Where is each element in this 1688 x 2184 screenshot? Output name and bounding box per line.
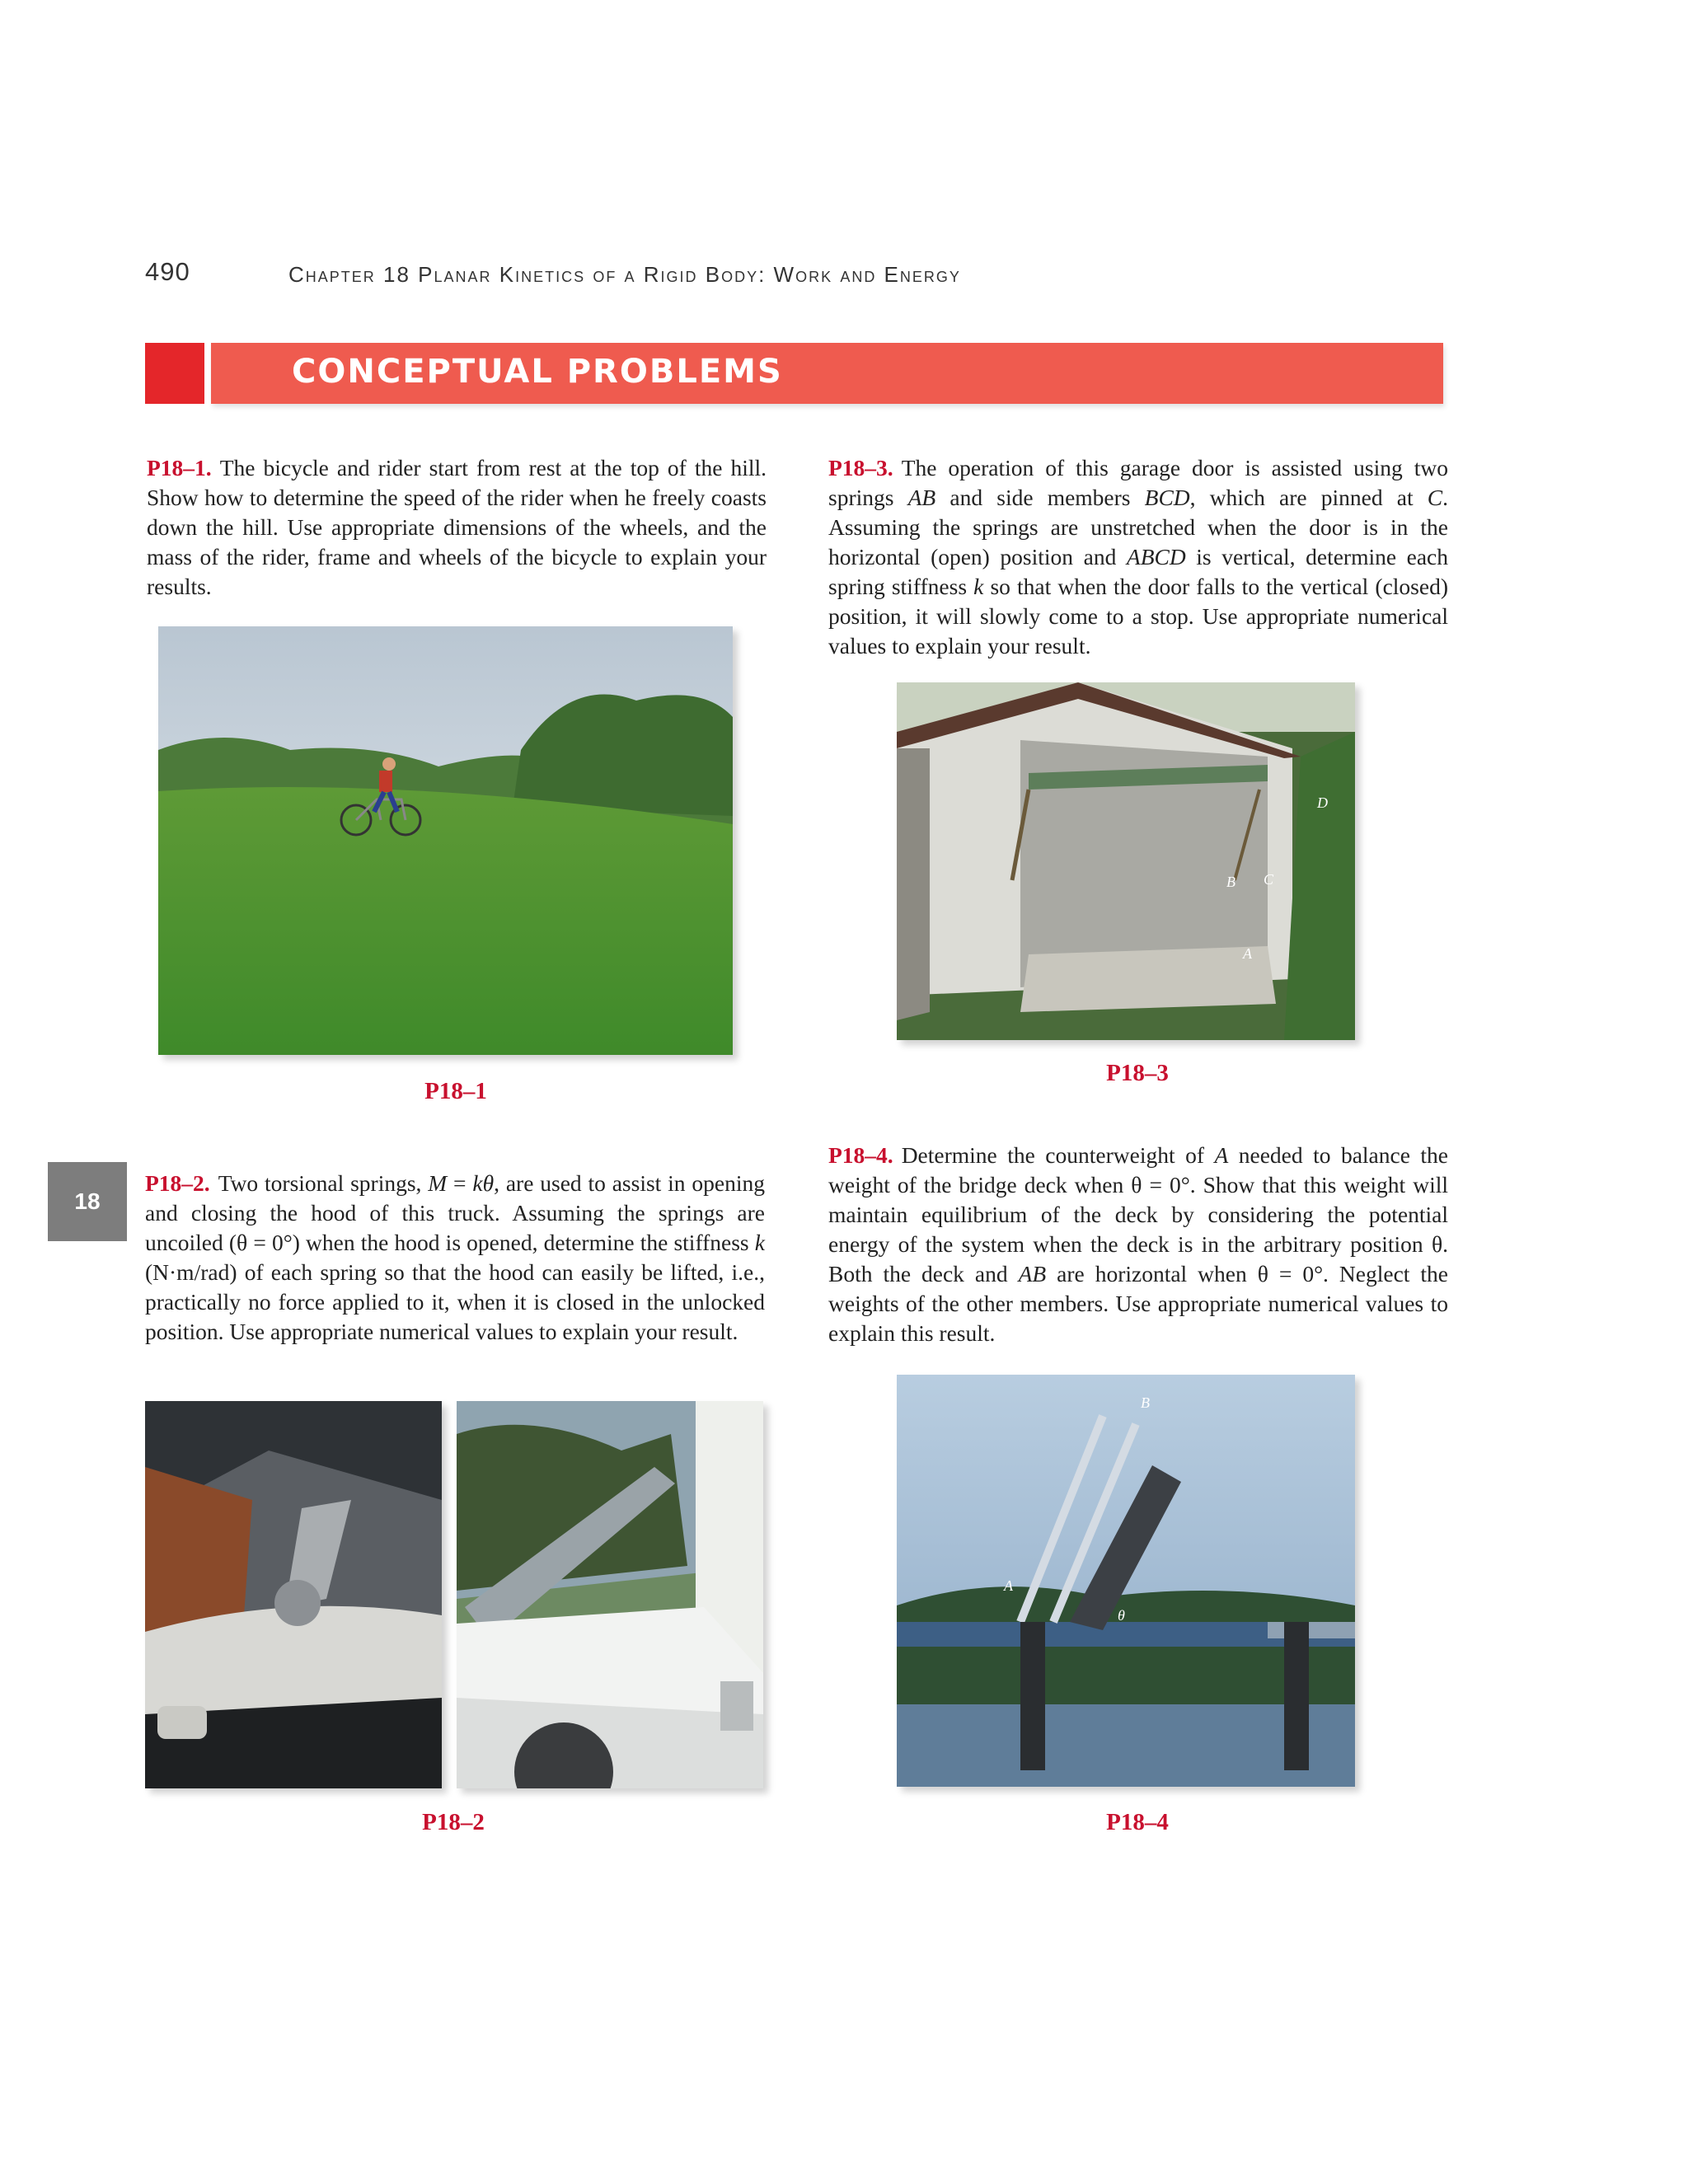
member-label: AB xyxy=(907,485,936,510)
stiffness-symbol: k xyxy=(973,574,984,599)
page-number: 490 xyxy=(145,257,190,286)
problem-text: so that when the door falls to the vertical (closed) position, it will slowly come to a stop. Use appropriate numerical values to explain your result. xyxy=(828,574,1448,658)
section-banner xyxy=(145,343,1443,404)
member-label: AB xyxy=(1018,1261,1047,1286)
problem-text: , which are pinned at xyxy=(1189,485,1428,510)
truck-hood-open-photo xyxy=(457,1401,763,1788)
problem-text: = xyxy=(447,1170,473,1196)
member-label: BCD xyxy=(1144,485,1190,510)
problem-text: Determine the counterweight of xyxy=(901,1142,1215,1168)
truck-hood-spring-photo xyxy=(145,1401,442,1788)
problem-p18-2 xyxy=(145,1169,765,1347)
garage-door-photo xyxy=(897,682,1355,1040)
point-label: C xyxy=(1427,485,1443,510)
label-theta: θ xyxy=(1118,1607,1125,1624)
figure-caption-p18-2: P18–2 xyxy=(422,1809,485,1835)
problem-text: are horizontal when θ = 0°. Neglect the weights of the other members. Use appropriate numerical values to explain this result. xyxy=(828,1261,1448,1346)
problem-p18-1 xyxy=(147,453,767,602)
figure-caption-p18-1: P18–1 xyxy=(424,1078,487,1104)
chapter-tab: 18 xyxy=(48,1162,127,1241)
bicycle-hill-photo xyxy=(158,626,733,1055)
point-label: A xyxy=(1214,1142,1229,1168)
problem-number: P18–3. xyxy=(828,455,893,480)
moment-symbol: M xyxy=(428,1170,448,1196)
problem-text: The operation of this garage door is assisted using two springs xyxy=(828,455,1448,510)
figure-caption-p18-4: P18–4 xyxy=(1106,1809,1169,1835)
problem-text: . Assuming the springs are unstretched when the door is in the horizontal (open) position and xyxy=(828,485,1448,569)
running-head: Chapter 18 Planar Kinetics of a Rigid Body: Work and Energy xyxy=(288,262,961,287)
problem-text: , are used to assist in opening and closing the hood of this truck. Assuming the springs are uncoiled (θ = 0°) when the hood is opened, determine the stiffness xyxy=(145,1170,765,1255)
problem-p18-4 xyxy=(828,1141,1448,1348)
problem-text: The bicycle and rider start from rest at the top of the hill. Show how to determine the speed of the rider when he freely coasts down the hill. Use appropriate dimensions of the wheels, and the mass of the rider, frame and wheels of the bicycle to explain your results. xyxy=(147,455,767,599)
label-a: A xyxy=(1004,1577,1013,1594)
label-c: C xyxy=(1264,871,1274,888)
label-d: D xyxy=(1317,794,1328,811)
problem-number: P18–2. xyxy=(145,1170,210,1196)
problem-text: needed to balance the weight of the bridge deck when θ = 0°. Show that this weight will maintain equilibrium of the deck by considering the potential energy of the system when the deck is in the arbitrary position θ. Both the deck and xyxy=(828,1142,1448,1286)
section-title: CONCEPTUAL PROBLEMS xyxy=(292,353,783,391)
problem-text: (N·m/rad) of each spring so that the hood can easily be lifted, i.e., practically no force applied to it, when it is closed in the unlocked position. Use appropriate numerical values to explain your result. xyxy=(145,1259,765,1344)
label-a: A xyxy=(1243,945,1252,962)
banner-accent-square xyxy=(145,343,204,404)
spring-formula: kθ xyxy=(472,1170,495,1196)
problem-text: and side members xyxy=(935,485,1145,510)
problem-p18-3 xyxy=(828,453,1448,661)
problem-number: P18–4. xyxy=(828,1142,893,1168)
banner-bar xyxy=(211,343,1443,404)
figure-caption-p18-3: P18–3 xyxy=(1106,1060,1169,1086)
label-b: B xyxy=(1141,1394,1150,1411)
stiffness-symbol: k xyxy=(754,1230,765,1255)
problem-text: Two torsional springs, xyxy=(218,1170,429,1196)
problem-text: is vertical, determine each spring stiffness xyxy=(828,544,1449,599)
member-label: ABCD xyxy=(1126,544,1186,569)
label-b: B xyxy=(1226,874,1236,890)
problem-number: P18–1. xyxy=(147,455,212,480)
drawbridge-photo xyxy=(897,1375,1355,1787)
